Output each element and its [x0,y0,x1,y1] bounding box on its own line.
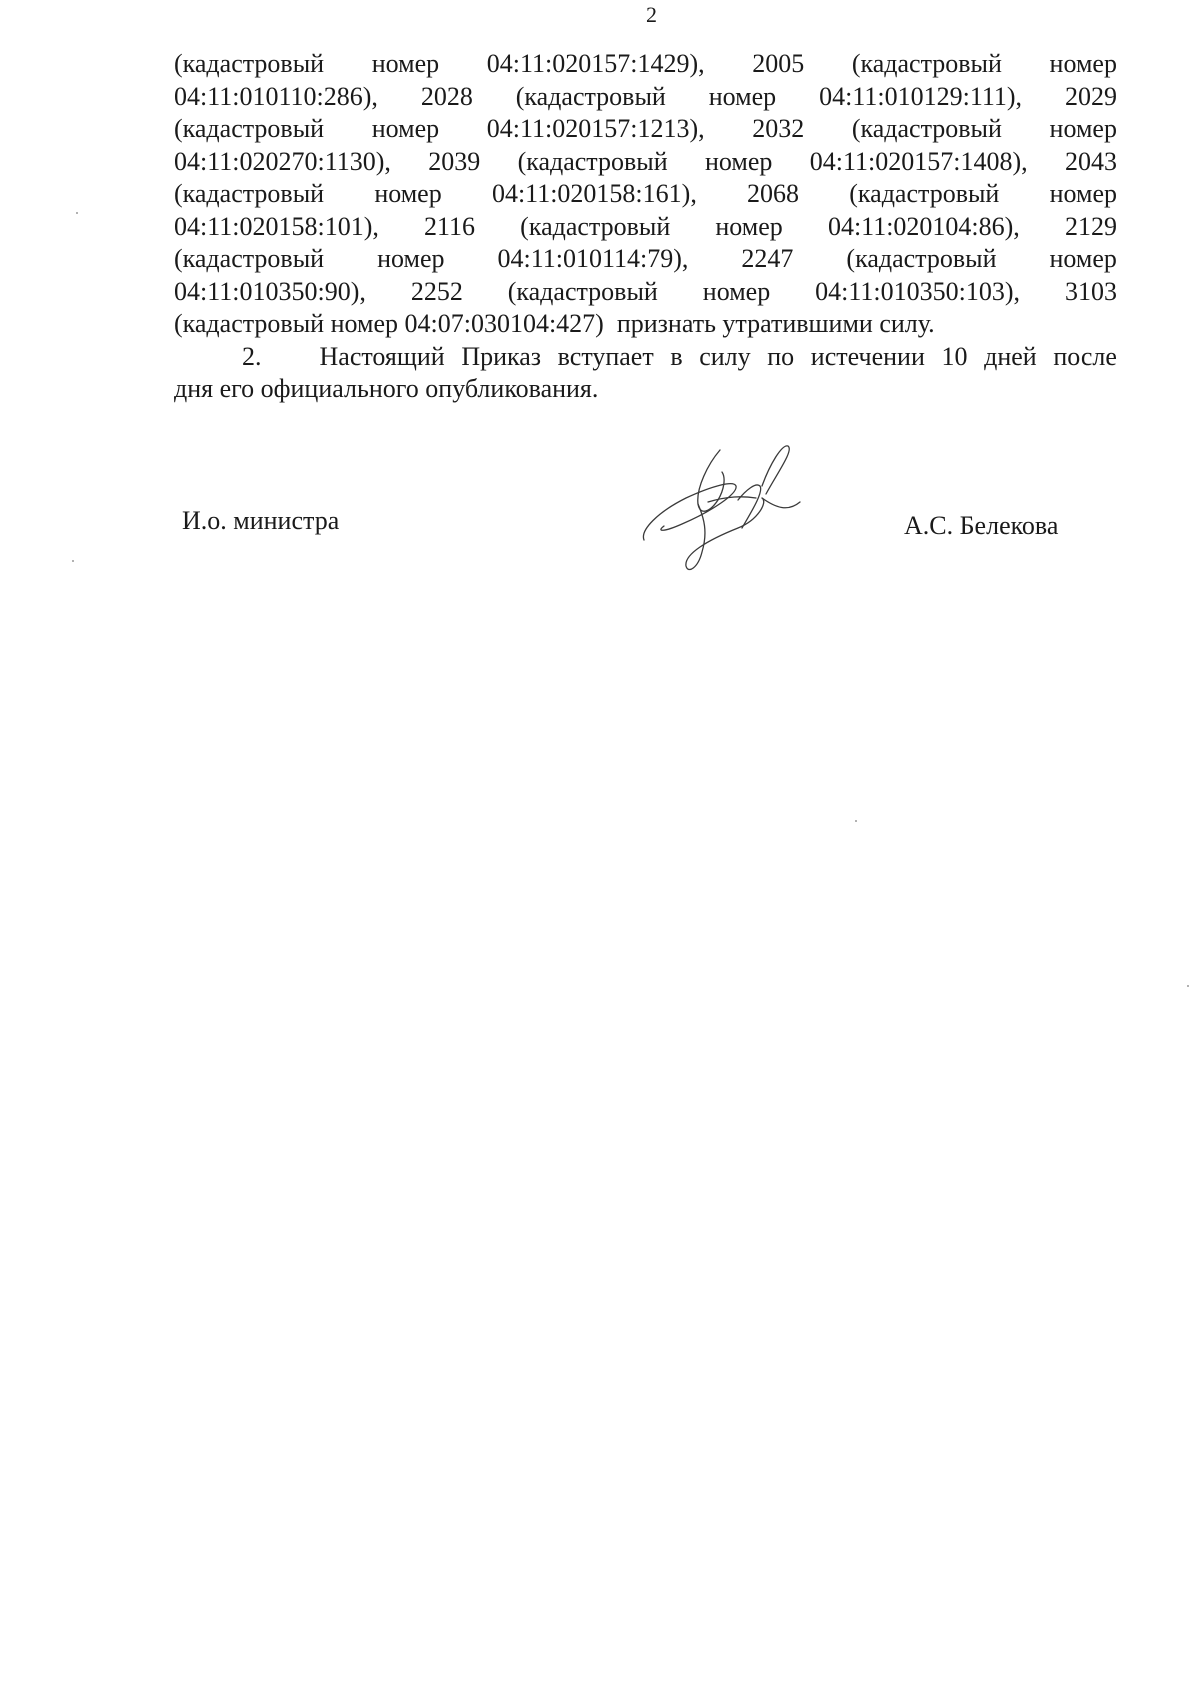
document-body [174,48,1117,406]
word: Настоящий [319,341,445,371]
word: 04:11:020157:1408), [809,146,1028,176]
word: 2039 [428,146,481,176]
word: дней [984,341,1037,371]
word: (кадастровый [851,49,1002,78]
word: (кадастровый [851,114,1002,143]
word: (кадастровый [849,179,1000,208]
text-line [174,178,1117,211]
signatory-position: И.о. министра [182,506,340,535]
text-line [174,308,1117,341]
word: (кадастровый [517,146,668,176]
word: номер [1049,49,1117,78]
word: 10 [941,341,968,371]
word: 04:11:020157:1429), [486,49,705,78]
word: 04:11:010110:286), [174,81,378,111]
word: по [767,341,795,371]
word: 04:11:020104:86), [827,211,1020,241]
paragraph-2-second-line: дня его официального опубликования. [174,374,599,403]
scan-speck [855,820,857,822]
word: (кадастровый [174,179,325,208]
paragraph-1 [174,48,1117,341]
word: 04:11:020158:101), [174,211,379,241]
word: (кадастровый [520,211,671,241]
word: вступает [557,341,654,371]
word: номер [1049,114,1117,143]
scan-speck [1187,985,1189,987]
signatory-name: А.С. Белекова [904,511,1059,540]
paragraph-1-last-line: (кадастровый номер 04:07:030104:427) признать утратившими силу. [174,309,935,338]
word: 04:11:010350:103), [815,276,1021,306]
word: 2043 [1064,146,1117,176]
word: 04:11:020157:1213), [486,114,705,143]
word: номер [377,244,445,273]
word: 2029 [1064,81,1117,111]
text-line [174,341,1117,374]
word: (кадастровый [174,114,325,143]
page-number: 2 [646,2,657,27]
text-line [174,243,1117,276]
text-line [174,373,1117,406]
word: в [670,341,683,371]
word: 04:11:020270:1130), [174,146,391,176]
paragraph-2-first-line [320,341,1118,374]
word: 3103 [1064,276,1117,306]
word: 04:11:010350:90), [174,276,366,306]
word: Приказ [461,341,542,371]
word: 2068 [747,179,800,208]
word: номер [374,179,442,208]
word: 2247 [741,244,794,273]
word: 2116 [424,211,476,241]
word: номер [702,276,771,306]
word: номер [371,114,440,143]
word: (кадастровый [174,49,325,78]
text-line [174,113,1117,146]
word: (кадастровый [174,244,325,273]
word: 2129 [1064,211,1117,241]
word: номер [1049,179,1117,208]
word: 04:11:010129:111), [819,81,1023,111]
scan-speck [76,212,78,214]
word: 04:11:010114:79), [497,244,689,273]
word: после [1053,341,1117,371]
word: истечении [810,341,925,371]
text-line [174,276,1117,309]
word: (кадастровый [846,244,997,273]
word: 2028 [420,81,473,111]
word: номер [715,211,783,241]
text-line [174,146,1117,179]
word: (кадастровый [515,81,666,111]
word: номер [1049,244,1117,273]
paragraph-number: 2. [242,341,262,371]
handwritten-signature [638,442,818,577]
text-line [174,48,1117,81]
word: (кадастровый [507,276,658,306]
paragraph-2 [174,341,1117,406]
word: номер [708,81,777,111]
text-line [174,81,1117,114]
word: 04:11:020158:161), [491,179,697,208]
word: номер [704,146,773,176]
scan-speck [72,560,74,562]
word: 2252 [410,276,463,306]
word: 2005 [752,49,805,78]
word: номер [371,49,440,78]
word: 2032 [752,114,805,143]
word: силу [699,341,751,371]
text-line [174,211,1117,244]
